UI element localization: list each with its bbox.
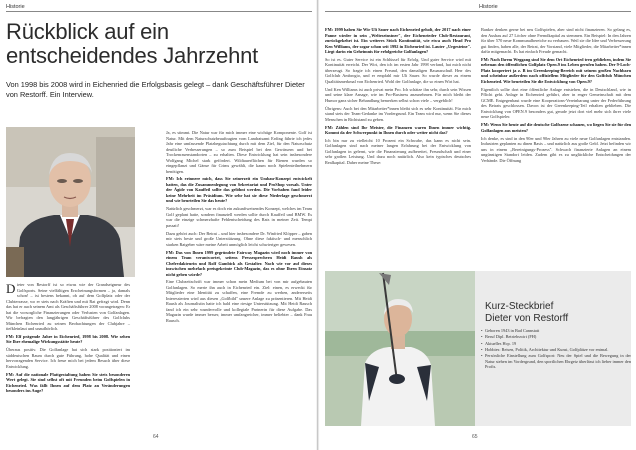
article-column-4 <box>481 27 631 165</box>
header-rule <box>6 11 312 12</box>
interview-question: FM: Das von Ihnen 1999 gegründete Fairway Magazin wird noch immer von einem Team verantwortet, seitens Pressesprechern Heidi Raush als Chefredakteurin und Rolf Gambick als Gestalter. Nach wie vor auf dieses inzwischen mehrfach preisgekrönte Club-Magazin, das es ohne Ihren Einsatz nicht geben würde? <box>166 249 312 277</box>
article-column-2 <box>166 130 312 326</box>
article-column-3 <box>325 27 471 168</box>
interview-question: FM: Nach Ihrem Weggang sind Sie dem Ort Eichenried treu geblieben, indem Sie nebenan den öffentlichen Golfplatz Open.9 ins Leben gerufen haben. Der 9-Loch-Platz kooperiert ja z. B im Greenkeeping-Bereich mit seinem großen Nachbarn und scheinbar außerdem nach offiziellem Mitglieder für den Golfclub München Eichenried. Wie beurteilen Sie die Entwicklung von Open.9? <box>481 56 631 84</box>
intro-paragraph: Dieter von Restorff ist so etwas wie der Grandseigneur des Golfsports. Seine vielfältigen Erscheinungsformen – ja, damals schon! – ist bestens bekannt, ob auf dem Golfplatz oder der Clubterrasse, wo er stets nach Kräften und mit Rat gefragt wird. Denn das hat er auch seinem Amt als Geschäftsführer 2008 vorangetragen: Er hat die vorsorgliche Finanzierungen oder Verlusten von Golfanlagen. Wir befragten den langjährigen Geschäftsführer des Golfclubs München Eichenried zu seinen Beobachtungen der Clubjahre – tiefkleinlaut und unaufhörlich. <box>6 280 130 331</box>
interview-answer: Banker denken gerne bei neu Golfspielen, aber sind nicht finanzieren. So gelang es, den Ausbau auf 27 Löcher ohne Fremdkapital zu stemmen. Ein Beispiel: In den Jahren für über 570 neue Kommunalbereiche zu verbauen. Weil sie die Idee und Verbesserung gut finden, haben alle, der Beirat, der Vorstand, viele Mitglieder, die Mitarbeiter*innen dafür mitgemacht. Es hat einfach Freude gemacht. <box>481 27 631 54</box>
interview-question: FM: Wenn Sie heute auf die deutsche Golfszene schauen, wo liegen Sie sie für den Golfanlagen aus meisten? <box>481 122 631 133</box>
golfer-illustration <box>325 271 475 426</box>
interview-answer: So ist es. Guter Service ist ein Schlüssel für Erfolg. Und guter Service wird mit Kontinuität erreicht. Der Wirt, den ich im ersten Jahr 1998 verfand, hat mich nicht überzeugt. So fragte ich einen Freund, den damaligen Bauausschuß Herr des Golfclub Ambrogio, und er empfahl mir Uli Sauer. So wurde dieser zu einem Qualitätsmerkmal von Eichenried. Wohl der Golfanlage, die so einen Wirt hat. <box>325 56 471 84</box>
portrait-photo <box>6 127 135 277</box>
profile-fact: • Aktuelles Hcp. 19 <box>481 341 631 347</box>
interview-answer: Ja, es stimmt. Die Natur war für mich immer eine wichtige Komponente. Golf ist Natur. Mit dem Naturschutzbeauftragten vom Landratsamt Erding führte ich jedes Jahr eine umfassende Platzbegutachtung durch mit dem Ziel, für den Naturschutz deutliche Verbesserungen – so zum Beispiel bei den Gewässern und bei Trockenrasenstandorten – zu erhalten. Diese Entwicklung hat sein insbesondere Wolfgang Michel stark gefördert. Wildtauerflächen für Bienen wurden so eingepflanzt und Gänse für Crims gewählt, die kaum noch Spielenteilnehmern benötigen. <box>166 130 312 174</box>
profile-fact: • Beruf Dipl. Betriebswirt (FH) <box>481 334 631 340</box>
interview-question: FM: Elf prägende Jahre in Eichenried, 1998 bis 2008. Wie sehen Sie Ihre ehemalige Wirkungsstätte heute? <box>6 333 130 345</box>
drop-cap: D <box>6 280 16 296</box>
interview-answer: Eigentlich sollte dort eine öffentliche Anlage entstehen, die in Deutschland, wie in Pflicht geht. Anlage in Eichenried geführt, aber in enger Gemeinschaft mit dem GCME. Entgegenbaut wurde eine Kooperations-Vereinbarung unter der Federführung des Beirats geschlossen. Davon ist der Greenkeeping-Teil erhalten geblieben. Die Entwicklung von OPEN.9 besonders gut, gerade jetzt dort viel mehr sich ihrer viele neue Golfspieler. <box>481 86 631 120</box>
interview-question: FM: Auf die nationale Plattgestaltung haben Sie stets besonderen Wert gelegt. Sie sind selbst oft mit Freunden beim Golfspielen in Eichenried. Was fällt Ihnen auf dem Platz an Veränderungen besonders ins Auge? <box>6 371 130 394</box>
article-column-1 <box>6 282 130 396</box>
interview-answer: Dazu gehört auch: Der Beirat – und hier insbesondere Dr. Winfried Klöpper – gaben mir stets beste und große Unterstützung. Ohne diese faktisch- und menschlich starken Ratgeber wäre meine Arbeit unmöglich leicht schwieriger gewesen. <box>166 230 312 247</box>
page-number: 64 <box>153 434 159 440</box>
interview-question: FM: 1999 haben Sie Wir Uli Sauer nach Eichenried geholt, der 2017 nach einer Panne wieder in sein „Welteseinstner", der Eichenrieder Club-Restaurant, zurückgekehrt ist. Ein weiteres Stück Kontinuität, wie etwa auch Head Pro Ken Williams, der sogar schon seit 1992 in Eichenried ist. Lauter „Urgesteine". Liegt darin ein Geheimnis für erfolgreiche Golfanlagen? <box>325 27 471 54</box>
header-rule <box>325 11 631 12</box>
interview-answer: Ich denke, es sind in den 90er und 90er Jahren zu viele neue Golfanlagen entstanden. Industrien geplanten zu dinen Basis – und natürlich aus große Geld. Jetzt befinden wir uns in einem „Bereinigungs-Prozess". Schwach finanzierte Anlagen an einem ungünstigen Standort leiden. Zudem gibt es zu unglückliche Entscheidungen der Verbände. Die Öffnung <box>481 135 631 163</box>
golfer-photo <box>325 271 475 426</box>
interview-answer: Übrigens: Auch bei den Mitarbeiter*innen bleibt sich es sehr Kontinuität. Für mich stand stets der Team-Gedanke im Vordergrund. Ein Team wird nur, wenn Sie dieses Menschen in Richtstand zu geben. <box>325 105 471 122</box>
interview-question: FM: Zählen sind Ihr Meister, die Finanzen waren Ihnen immer wichtig. Kommt da der Schwerpunkt in Ihnen durch oder weiter nicht das? <box>325 124 471 136</box>
interview-answer: Natürlich geschmerzt, war es doch ein zukunftweisendes Konzept, welches im Team Golf geplant hatte, sondern finanziell werden sollte durch Kauffeil und BMW. Es war die einzige schmerzhafte Fehlentscheidung des Rats in meiner Zeit. Tempi passati! <box>166 206 312 228</box>
interview-answer: Und Ken Williams ist auch privat mein Pro. Ich schätze ihn sehr, durch sein Wissen und seine klare Ansage, wie im Pro-Business anzunehmen. Für mich bleibt der Humor ganz sicher Behandlung bemerken selbst schon viele – vergeblich! <box>325 86 471 103</box>
profile-title: Kurz-Steckbrief Dieter von Restorff <box>485 301 569 324</box>
interview-answer: Ich bin nur zu vielleicht 10 Prozent ein Schwabe, das kann es nicht sein. Golfanlagen sind nach meiner langen Erfahrung bei der Entwicklung von Golfanlagen in gelernt, wie die Finanzierung aufbereitet, Freundschaft und einer sehr großen Leistung. Und dazu noch natürlich. Also kein typisches deutsches Realkapital. Daher meine These: <box>325 137 471 165</box>
profile-facts <box>481 328 631 370</box>
lead-paragraph: Von 1998 bis 2008 wird in Eichenried die Erfolgsbasis gelegt – dank Geschäftsführer Dieter von Restorff. Ein Interview. <box>6 80 305 99</box>
profile-fact: • Geboren 1943 in Bad Cannstatt <box>481 328 631 334</box>
interview-answer: Eine Clubzeitschrift war immer schon mein Medium bei von mir aufgebauten Golfanlagen. So merte ihn auch in Eichenried ein. Ziel: einen, es erweckt für Mitglieder eine Identität zu schaffen, eine Fremde zu werben, andererseits Interessierten wird aus diesen „Golfbild" unsere Anlage zu präsentieren. Mit Heidi Raush als Journalistin hatte ich bald eine riesige Unterstützung. Mit Heidi Rausch fand ich ein sehr wundervolle und kollegiale Partnerin für diese Aufgabe. Das Magazin wurde immer besser, immer umfangreicher, immer beliebter – dank Frau Rausch. <box>166 279 312 323</box>
portrait-illustration <box>6 127 135 277</box>
profile-fact: • Hobbies: Reisen, Politik, Architektur und Kunst, Golfplätze vor entmal. <box>481 347 631 353</box>
interview-question: FM: Ich erinnere mich, dass Sie seinerzeit ein Umbau-Konzept entwickelt hatten, das die Zusammenlegung von Sekretariat und ProShop vorsah. Unter der Ägide von Kauffeil sollte das gelöhnt werden. Die Vorhaben fand leider keine Mehrheit im Präsidium. Wie sehr hat sie diese Niederlage geschmerzt und wie beurteilen Sie das heute? <box>166 176 312 204</box>
profile-fact: • Persönliche Einstellung zum Golfsport: Neu der Spiel und die Bewegung in der Natur stehen im Vordergrund, den sportlichen Ehrgeiz überlässt ich lieber immer den Profis. <box>481 353 631 370</box>
profile-fact-list <box>481 328 631 370</box>
section-label: Historie <box>479 4 498 10</box>
right-page <box>318 0 636 450</box>
page-title: Rückblick auf ein entscheidendes Jahrzehnt <box>6 19 259 68</box>
interview-answer: Überaus positiv. Die Golfanlage hat sich stark positioniert im süddeutschen Raum durch gute Führung, hohe Qualität und einen hervorragenden Service. Ich freue mich bei jedem Besuch über diese Entwicklung. <box>6 347 130 369</box>
section-label: Historie <box>6 4 25 10</box>
page-number: 65 <box>472 434 478 440</box>
